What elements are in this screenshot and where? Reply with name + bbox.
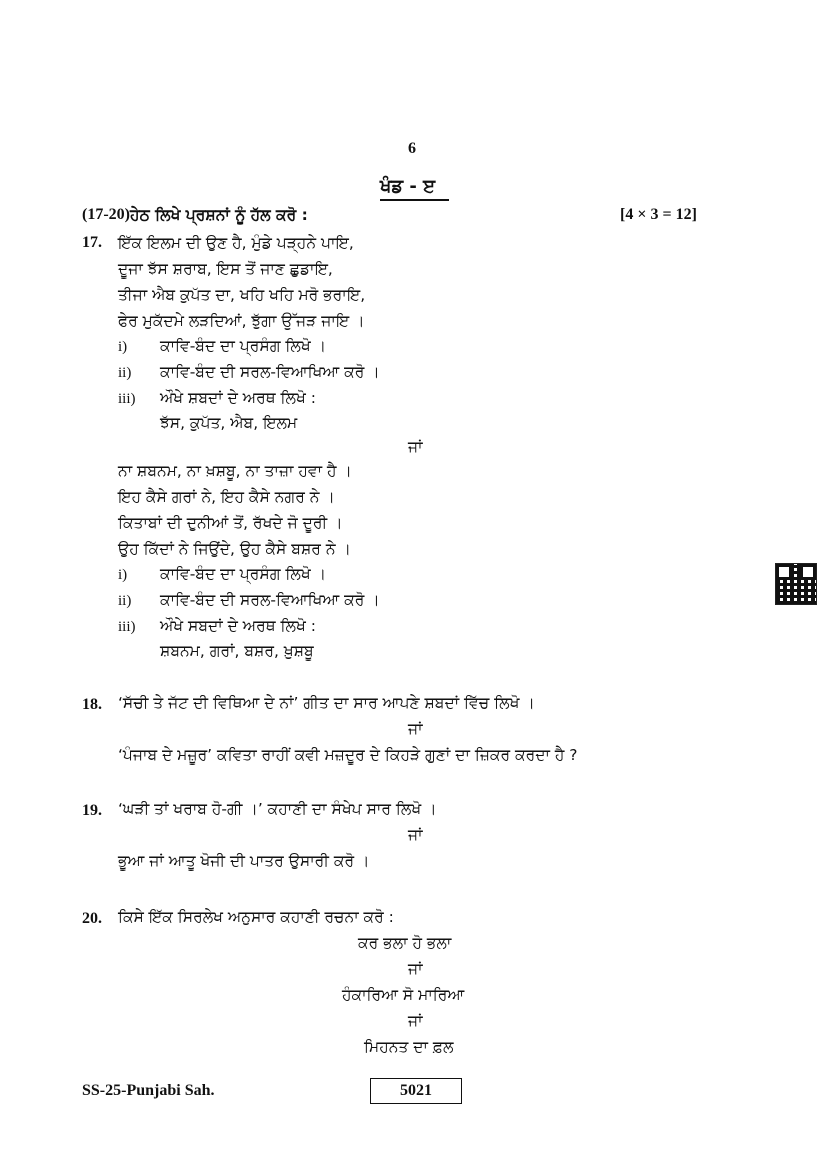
q20-text: ਕਿਸੇ ਇੱਕ ਸਿਰਲੇਖ ਅਨੁਸਾਰ ਕਹਾਣੀ ਰਚਨਾ ਕਰੋ : [118,908,394,926]
q17-poem1-line: ਦੂਜਾ ਝੱਸ ਸ਼ਰਾਬ, ਇਸ ਤੋਂ ਜਾਣ ਛੁਡਾਇ, [118,260,333,278]
q19-text: ‘ਘੜੀ ਤਾਂ ਖਰਾਬ ਹੋ-ਗੀ ।’ ਕਹਾਣੀ ਦਾ ਸੰਖੇਪ ਸਾਰ ਲਿਖੋ । [118,800,437,818]
q20-or: ਜਾਂ [408,960,423,978]
q18-text: ‘ਸੱਚੀ ਤੇ ਜੱਟ ਦੀ ਵਿਥਿਆ ਦੇ ਨਾਂ’ ਗੀਤ ਦਾ ਸਾਰ ਆਪਣੇ ਸ਼ਬਦਾਂ ਵਿੱਚ ਲਿਖੋ । [118,694,535,712]
q17-poem2-line: ਨਾ ਸ਼ਬਨਮ, ਨਾ ਖ਼ਸ਼ਬੂ, ਨਾ ਤਾਜ਼ਾ ਹਵਾ ਹੈ । [118,462,352,480]
q17-sub2-label: ii) [118,593,132,609]
q17-sub2-text: ਔਖੇ ਸਬਦਾਂ ਦੇ ਅਰਥ ਲਿਖੋ : [160,617,316,635]
page-number: 6 [408,140,416,157]
q19-or: ਜਾਂ [408,826,423,844]
qr-code-icon [776,564,816,604]
q19-alt: ਭੂਆ ਜਾਂ ਆਤੂ ਖੋਜੀ ਦੀ ਪਾਤਰ ਉਸਾਰੀ ਕਰੋ । [118,852,370,870]
q17-poem2-line: ਉਹ ਕਿੱਦਾਂ ਨੇ ਜਿਉਂਦੇ, ਉਹ ਕੈਸੇ ਬਸ਼ਰ ਨੇ । [118,540,351,558]
q17-sub1-text: ਕਾਵਿ-ਬੰਦ ਦੀ ਸਰਲ-ਵਿਆਖਿਆ ਕਰੋ । [160,363,380,381]
section-title-underline [380,199,449,201]
instructions-text: ਹੇਠ ਲਿਖੇ ਪ੍ਰਸ਼ਨਾਂ ਨੂੰ ਹੱਲ ਕਰੋ : [130,206,308,224]
q17-sub1-label: ii) [118,365,132,381]
q17-poem1-line: ਇੱਕ ਇਲਮ ਦੀ ਉਣ ਹੈ, ਮੁੰਡੇ ਪੜ੍ਹਨੇ ਪਾਇ, [118,234,354,252]
instructions-marks: [4 × 3 = 12] [620,206,697,223]
page-code-box [370,1078,462,1104]
q17-number: 17. [82,234,102,251]
section-title: ਖੰਡ - ੲ [380,176,436,197]
q17-poem2-line: ਇਹ ਕੈਸੇ ਗਰਾਂ ਨੇ, ਇਹ ਕੈਸੇ ਨਗਰ ਨੇ । [118,488,335,506]
paper-code: SS-25-Punjabi Sah. [82,1082,215,1099]
q20-option: ਹੰਕਾਰਿਆ ਸੋ ਮਾਰਿਆ [342,986,465,1004]
q17-sub1-text: ਕਾਵਿ-ਬੰਦ ਦਾ ਪ੍ਰਸੰਗ ਲਿਖੋ । [160,337,327,355]
q17-sub2-label: i) [118,567,128,583]
q18-or: ਜਾਂ [408,720,423,738]
q17-sub1-text: ਔਖੇ ਸ਼ਬਦਾਂ ਦੇ ਅਰਥ ਲਿਖੋ : [160,389,316,407]
q17-words1: ਝੱਸ, ਕੁਪੱਤ, ਐਬ, ਇਲਮ [160,414,298,432]
q17-sub2-text: ਕਾਵਿ-ਬੰਦ ਦਾ ਪ੍ਰਸੰਗ ਲਿਖੋ । [160,565,327,583]
q17-or: ਜਾਂ [408,438,423,456]
q17-poem2-line: ਕਿਤਾਬਾਂ ਦੀ ਦੁਨੀਆਂ ਤੋਂ, ਰੱਖਦੇ ਜੋ ਦੂਰੀ । [118,514,343,532]
page-code: 5021 [400,1082,432,1099]
q17-sub2-label: iii) [118,619,136,635]
q17-poem1-line: ਤੀਜਾ ਐਬ ਕੁਪੱਤ ਦਾ, ਖਹਿ ਖਹਿ ਮਰੋ ਭਰਾਇ, [118,286,366,304]
q20-or: ਜਾਂ [408,1012,423,1030]
q20-option: ਮਿਹਨਤ ਦਾ ਫ਼ਲ [364,1038,454,1056]
q20-number: 20. [82,910,102,927]
instructions-range: (17-20) [82,206,130,223]
q17-poem1-line: ਫੇਰ ਮੁਕੱਦਮੇ ਲੜਦਿਆਂ, ਝੁੱਗਾ ਉੱਜੜ ਜਾਇ । [118,312,365,330]
q17-words2: ਸ਼ਬਨਮ, ਗਰਾਂ, ਬਸ਼ਰ, ਖ਼ੁਸ਼ਬੂ [160,642,314,660]
q18-alt: ‘ਪੰਜਾਬ ਦੇ ਮਜ਼ੂਰ’ ਕਵਿਤਾ ਰਾਹੀਂ ਕਵੀ ਮਜ਼ਦੂਰ ਦੇ ਕਿਹੜੇ ਗੁਣਾਂ ਦਾ ਜ਼ਿਕਰ ਕਰਦਾ ਹੈ ? [118,746,578,764]
q20-option: ਕਰ ਭਲਾ ਹੋ ਭਲਾ [358,934,452,952]
q17-sub1-label: i) [118,339,128,355]
q17-sub2-text: ਕਾਵਿ-ਬੰਦ ਦੀ ਸਰਲ-ਵਿਆਖਿਆ ਕਰੋ । [160,591,380,609]
q17-sub1-label: iii) [118,391,136,407]
q19-number: 19. [82,802,102,819]
q18-number: 18. [82,696,102,713]
